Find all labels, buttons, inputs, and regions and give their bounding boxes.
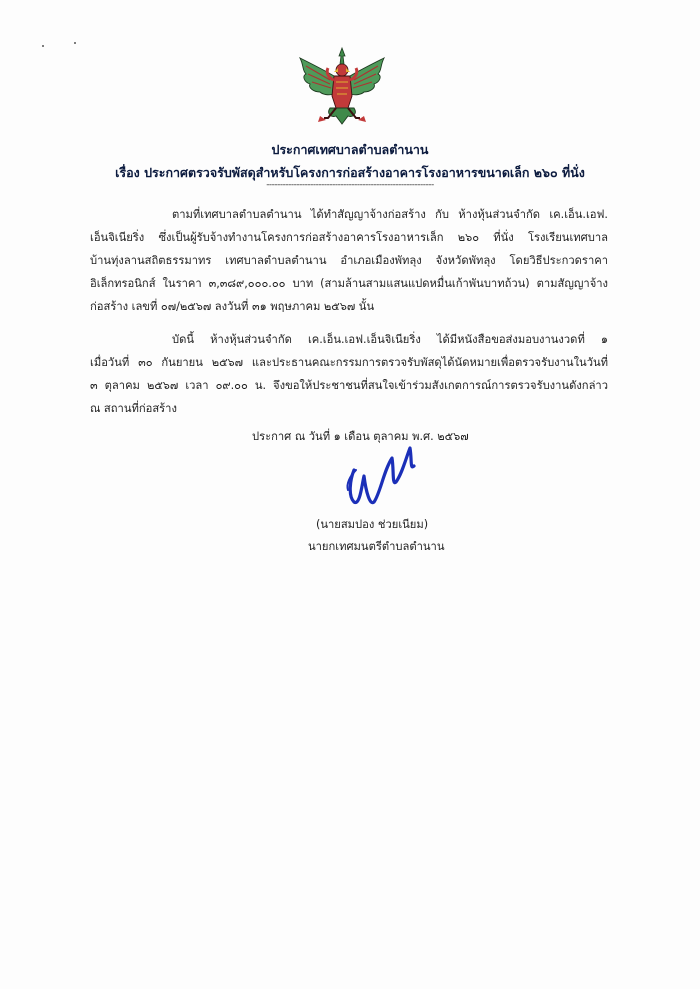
announcement-date: ประกาศ ณ วันที่ ๑ เดือน ตุลาคม พ.ศ. ๒๕๖๗	[252, 430, 469, 443]
paragraph-1-line: บ้านทุ่งลานสถิตธรรมาทร เทศบาลตำบลตำนาน อำเภอเมืองพัทลุง จังหวัดพัทลุง โดยวิธีประกวดราคา	[90, 254, 608, 267]
paragraph-2-line: บัดนี้ ห้างหุ้นส่วนจำกัด เค.เอ็น.เอฟ.เอ็นจิเนียริ่ง ได้มีหนังสือขอส่งมอบงานงวดที่ ๑	[172, 333, 608, 346]
garuda-emblem-icon	[296, 46, 388, 128]
paragraph-1-line: ก่อสร้าง เลขที่ ๐๗/๒๕๖๗ ลงวันที่ ๓๑ พฤษภาคม ๒๕๖๗ นั้น	[90, 300, 375, 313]
org-title: ประกาศเทศบาลตำบลตำนาน	[271, 142, 429, 157]
paragraph-2-line: ณ สถานที่ก่อสร้าง	[90, 402, 177, 415]
handwritten-signature	[340, 440, 430, 520]
paragraph-1-line: อิเล็กทรอนิกส์ ในราคา ๓,๓๘๙,๐๐๐.๐๐ บาท (สามล้านสามแสนแปดหมื่นเก้าพันบาทถ้วน) ตามสัญญาจ้าง	[90, 277, 608, 290]
paragraph-2-line: เมื่อวันที่ ๓๐ กันยายน ๒๕๖๗ และประธานคณะกรรมการตรวจรับพัสดุได้นัดหมายเพื่อตรวจรับงานในวันที่	[90, 356, 608, 369]
paragraph-1-line: เอ็นจิเนียริ่ง ซึ่งเป็นผู้รับจ้างทำงานโครงการก่อสร้างอาคารโรงอาหารเล็ก ๒๖๐ ที่นั่ง โรงเรียนเทศบาล	[90, 231, 608, 244]
document-subject: เรื่อง ประกาศตรวจรับพัสดุสำหรับโครงการก่อสร้างอาคารโรงอาหารขนาดเล็ก ๒๖๐ ที่นั่ง	[115, 165, 585, 180]
paragraph-2-line: ๓ ตุลาคม ๒๕๖๗ เวลา ๐๙.๐๐ น. จึงขอให้ประชาชนที่สนใจเข้าร่วมสังเกตการณ์การตรวจรับงานดังกล่าว	[90, 379, 608, 392]
divider-line: -------------------------------------------------------------	[266, 180, 434, 190]
scan-speck	[42, 45, 44, 47]
signer-position: นายกเทศมนตรีตำบลตำนาน	[308, 540, 445, 553]
paragraph-1-line: ตามที่เทศบาลตำบลตำนาน ได้ทำสัญญาจ้างก่อสร้าง กับ ห้างหุ้นส่วนจำกัด เค.เอ็น.เอฟ.	[172, 208, 608, 221]
scan-speck	[74, 42, 76, 44]
signer-name: (นายสมปอง ช่วยเนียม)	[316, 518, 429, 531]
